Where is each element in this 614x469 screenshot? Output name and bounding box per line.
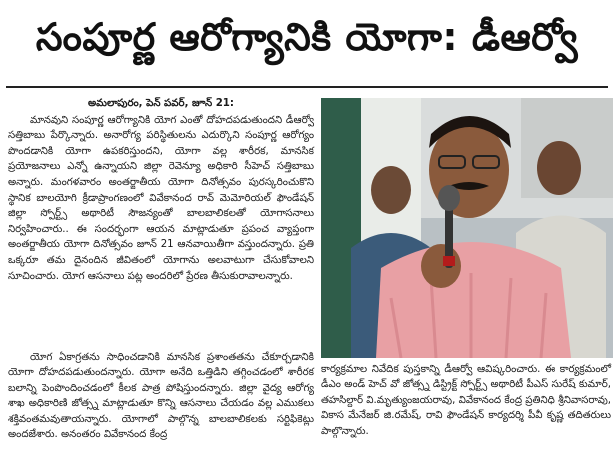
paragraph-2: యోగ ఏకాగ్రతను సాధించడానికి మానసిక ప్రశాంతతను చేకూర్చడానికి యోగా దోహదపడుతుందన్నారు. యోగా అనేది ఒత్తిడిని తగ్గించడంలో శారీరక బలాన్ని పెంపొందించడంలో కీలక పాత్ర పోషిస్తుందన్నారు. జిల్లా వైద్య ఆరోగ్య శాఖ అధికారిణి జోత్స్న మాట్లాడుతూ కొన్ని ఆసనాలు చేయడం వల్ల ఎముకలు శక్తివంతమవుతాయన్నారు. యోగాలో పాల్గొన్న బాలబాలికలకు సర్టిఫికెట్లు అందజేశారు. అనంతరం వివేకానంద కేంద్ర [8, 352, 314, 441]
paragraph-3: కార్యక్రమాల నివేదిక పుస్తకాన్ని డీఆర్వో ఆవిష్కరించారు. ఈ కార్యక్రమంలో డీఎం అండ్ హెచ్ వో జోత్స్న డిస్ట్రిక్ట్ స్పోర్ట్స్ అథారిటీ పీఎస్ సురేష్ కుమార్, తహసిల్దార్ వి.మృత్యుంజయరావు, వివేకానంద కేంద్ర ప్రతినిధి శ్రీనివాసరావు, వికాస మేనేజర్ జి.రమేష్, రావి ఫౌండేషన్ కార్యదర్శి పీవీ కృష్ణ తదితరులు పాల్గొన్నారు. [321, 364, 611, 437]
article-body-bottom-left [8, 350, 314, 466]
headline-divider [6, 86, 608, 88]
speaker-photo-icon [321, 98, 613, 358]
article-body-left [8, 96, 314, 346]
article-body-bottom-right [321, 362, 611, 466]
dateline: అమలాపురం, పెన్ పవర్, జూన్ 21: [88, 98, 234, 109]
headline: సంపూర్ణ ఆరోగ్యానికి యోగా: డీఆర్వో [35, 15, 579, 59]
paragraph-1: మానవుని సంపూర్ణ ఆరోగ్యానికి యోగ ఎంతో దోహదపడుతుందని డీఆర్వో సత్తిబాబు పేర్కొన్నారు. అనారోగ్య పరిస్థితులను ఎదుర్కొని సంపూర్ణ ఆరోగ్యం పొందడానికి యోగా ఉపకరిస్తుందని, యోగా వల్ల శారీరక, మానసిక ప్రయోజనాలు ఎన్నో ఉన్నాయని జిల్లా రెవెన్యూ అధికారి సీహెచ్ సత్తిబాబు అన్నారు. మంగళవారం అంతర్జాతీయ యోగా దినోత్సవం పురస్కరించుకొని స్థానిక బాలయోగి క్రీడాప్రాంగణంలో వివేకానంద రావ్ మెమోరియల్ ఫౌండేషన్ జిల్లా స్పోర్ట్స్ అథారిటీ సౌజన్యంతో బాలబాలికలతో యోగాసనాలు నిర్వహించారు.. ఈ సందర్భంగా ఆయన మాట్లాడుతూ ప్రపంచ వ్యాప్తంగా అంతర్జాతీయ యోగా దినోత్సవం జూన్ 21 ఆనవాయితీగా వస్తుందన్నారు. ప్రతి ఒక్కరూ తమ దైనందిన జీవితంలో యోగాను అలవాటుగా చేసుకోవాలని సూచించారు. యోగ ఆసనాలు పట్ల అందరిలో ప్రేరణ తీసుకురావాలన్నారు. [8, 114, 314, 282]
article-photo [321, 98, 613, 358]
